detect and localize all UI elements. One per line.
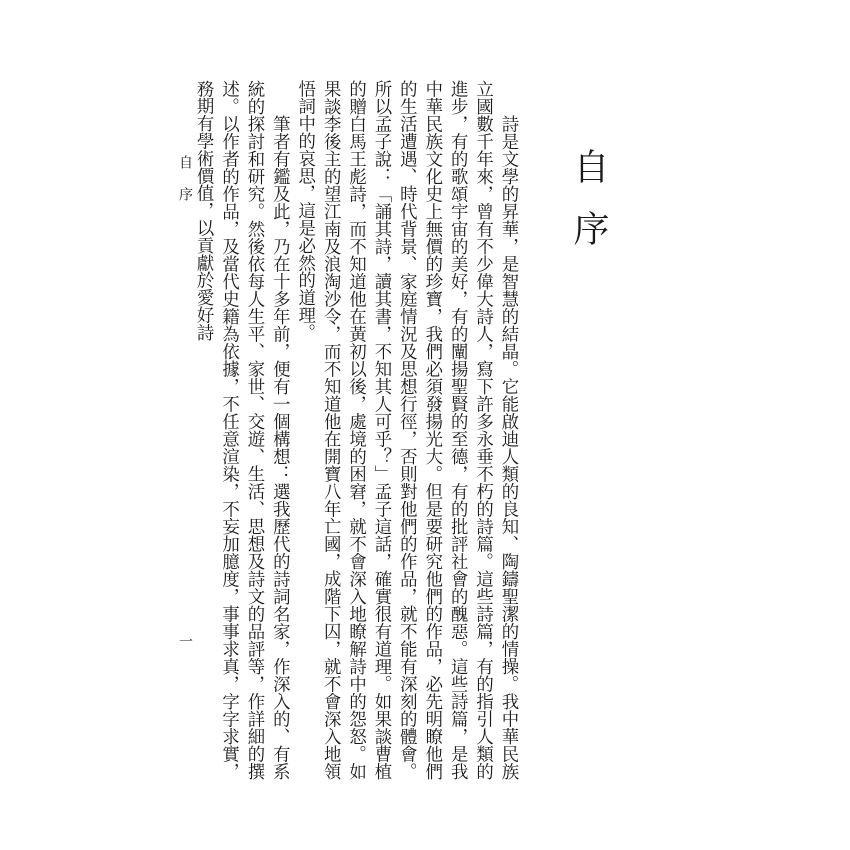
running-head: 自序 — [177, 155, 193, 219]
page-number: 一 — [177, 634, 193, 648]
page-title: 自序 — [568, 148, 609, 272]
preface-body — [193, 80, 520, 780]
paragraph-2: 筆者有鑑及此，乃在十多年前，便有一個構想：選我歷代的詩詞名家，作深入的、有系統的探討和研究。然後依每人生平、家世、交遊、生活、思想及詩文的品評等，作詳細的撰述。以作者的作品，及當代史籍為依據，不任意渲染，不妄加臆度，事事求真，字字求實，務期有學術價值，以貢獻於愛好詩 — [193, 80, 290, 780]
paragraph-1: 詩是文學的昇華，是智慧的結晶。它能啟迪人類的良知、陶鑄聖潔的情操。我中華民族立國數千年來，曾有不少偉大詩人，寫下許多永垂不朽的詩篇。這些詩篇，有的指引人類的進步，有的歌頌宇宙的美好，有的闡揚聖賢的至德，有的批評社會的醜惡。這些詩篇，是我中華民族文化史上無價的珍寶，我們必須發揚光大。但是要研究他們的作品，必先明瞭他們的生活遭遇、時代背景、家庭情況及思想行徑，否則對他們的作品，就不能有深刻的體會。所以孟子說：「誦其詩，讀其書，不知其人可乎？」孟子這話，確實很有道理。如果談曹植的贈白馬王彪詩，而不知道他在黃初以後，處境的困窘，就不會深入地瞭解詩中的怨怒。如果談李後主的望江南及浪淘沙令，而不知道他在開寶八年亡國，成階下囚，就不會深入地領悟詞中的哀思，這是必然的道理。 — [294, 80, 518, 780]
